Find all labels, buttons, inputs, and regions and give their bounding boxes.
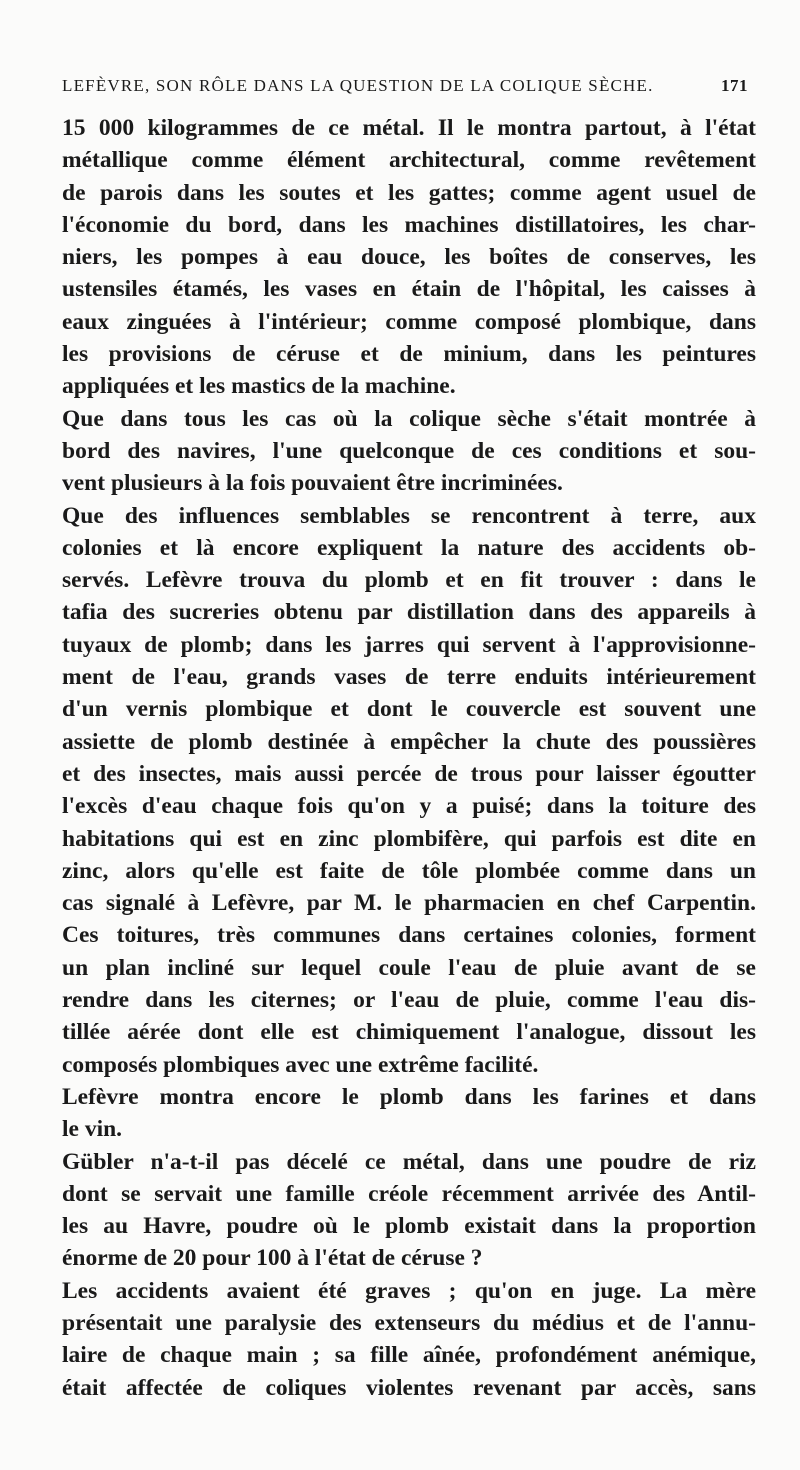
body-text — [62, 112, 756, 1404]
text-line: assiette de plomb destinée à empêcher la chute des poussières — [62, 728, 756, 755]
text-line: tuyaux de plomb; dans les jarres qui servent à l'approvisionne- — [62, 631, 756, 658]
text-line: ustensiles étamés, les vases en étain de l'hôpital, les caisses à — [62, 276, 756, 303]
text-line: et des insectes, mais aussi percée de trous pour laisser égoutter — [62, 760, 756, 787]
text-line: niers, les pompes à eau douce, les boîtes de conserves, les — [62, 244, 756, 271]
text-line: appliquées et les mastics de la machine. — [62, 373, 456, 400]
text-line: Ces toitures, très communes dans certaines colonies, forment — [62, 922, 756, 949]
text-line: les au Havre, poudre où le plomb existait dans la proportion — [62, 1213, 756, 1240]
running-header — [62, 76, 748, 96]
text-line: Que des influences semblables se rencontrent à terre, aux — [62, 502, 756, 529]
text-line: servés. Lefèvre trouva du plomb et en fit trouver : dans le — [62, 567, 756, 594]
text-line: Lefèvre montra encore le plomb dans les farines et dans — [62, 1083, 756, 1110]
text-line: vent plusieurs à la fois pouvaient être incriminées. — [62, 470, 563, 497]
text-line: tillée aérée dont elle est chimiquement l'analogue, dissout les — [62, 1019, 756, 1046]
text-line: 15 000 kilogrammes de ce métal. Il le montra partout, à l'état — [62, 115, 756, 141]
text-line: d'un vernis plombique et dont le couvercle est souvent une — [62, 696, 756, 723]
text-line: un plan incliné sur lequel coule l'eau de pluie avant de se — [62, 954, 756, 981]
page-number: 171 — [721, 76, 748, 95]
text-line: laire de chaque main ; sa fille aînée, profondément anémique, — [62, 1342, 756, 1369]
text-line: ment de l'eau, grands vases de terre enduits intérieurement — [62, 664, 756, 691]
text-line: énorme de 20 pour 100 à l'état de céruse ? — [62, 1245, 483, 1272]
text-line: présentait une paralysie des extenseurs du médius et de l'annu- — [62, 1309, 756, 1336]
text-line: de parois dans les soutes et les gattes; comme agent usuel de — [62, 179, 756, 206]
text-line: les provisions de céruse et de minium, dans les peintures — [62, 341, 756, 368]
text-line: Gübler n'a-t-il pas décelé ce métal, dans une poudre de riz — [62, 1148, 756, 1175]
running-title: LEFÈVRE, SON RÔLE DANS LA QUESTION DE LA COLIQUE SÈCHE. — [62, 76, 654, 95]
text-line: habitations qui est en zinc plombifère, qui parfois est dite en — [62, 825, 756, 852]
text-line: composés plombiques avec une extrême facilité. — [62, 1051, 539, 1078]
text-line: l'économie du bord, dans les machines distillatoires, les char- — [62, 211, 756, 238]
text-line: Que dans tous les cas où la colique sèche s'était montrée à — [62, 405, 756, 432]
text-line: eaux zinguées à l'intérieur; comme composé plombique, dans — [62, 308, 756, 335]
text-line: Les accidents avaient été graves ; qu'on en juge. La mère — [62, 1277, 756, 1304]
text-line: zinc, alors qu'elle est faite de tôle plombée comme dans un — [62, 857, 756, 884]
text-line: rendre dans les citernes; or l'eau de pluie, comme l'eau dis- — [62, 987, 756, 1014]
text-line: l'excès d'eau chaque fois qu'on y a puisé; dans la toiture des — [62, 793, 756, 820]
text-line: était affectée de coliques violentes revenant par accès, sans — [62, 1374, 756, 1401]
text-line: bord des navires, l'une quelconque de ces conditions et sou- — [62, 437, 756, 464]
text-line: colonies et là encore expliquent la nature des accidents ob- — [62, 534, 756, 561]
text-line: tafia des sucreries obtenu par distillation dans des appareils à — [62, 599, 756, 626]
text-line: le vin. — [62, 1116, 123, 1143]
text-line: métallique comme élément architectural, comme revêtement — [62, 147, 756, 174]
text-line: dont se servait une famille créole récemment arrivée des Antil- — [62, 1180, 756, 1207]
text-line: cas signalé à Lefèvre, par M. le pharmacien en chef Carpentin. — [62, 890, 756, 917]
